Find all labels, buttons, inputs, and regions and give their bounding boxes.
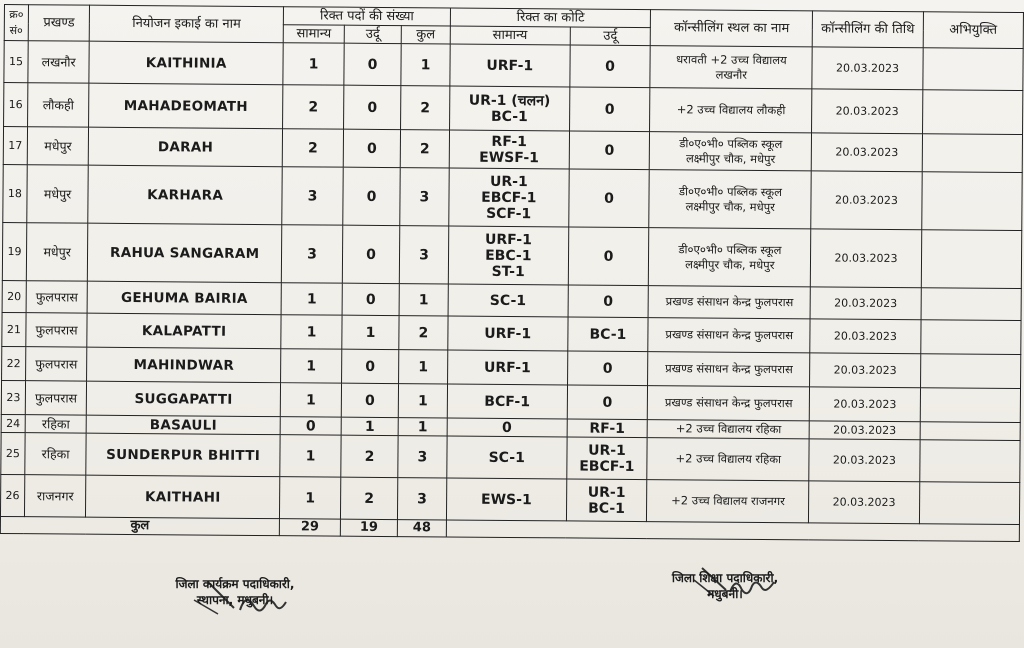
row-category-urdu: [566, 437, 647, 480]
row-general-count: 0: [280, 417, 341, 435]
row-sl: 18: [3, 164, 27, 222]
row-sl: 20: [2, 280, 26, 312]
row-total-count: 2: [400, 86, 449, 130]
row-category-urdu: [568, 169, 649, 228]
row-total-count: 1: [401, 44, 450, 86]
row-block: मधेपुर: [26, 223, 88, 281]
row-unit-name: KARHARA: [88, 165, 282, 225]
row-remarks: [919, 482, 1020, 525]
row-block: मधेपुर: [27, 127, 89, 165]
row-category-urdu-line: 0: [604, 101, 615, 118]
row-category-urdu-line: 0: [605, 58, 615, 75]
row-general-count: 1: [280, 349, 341, 383]
row-urdu-count: 2: [341, 435, 398, 477]
row-venue: [647, 438, 809, 481]
row-unit-name: KALAPATTI: [87, 313, 281, 349]
row-unit-name: RAHUA SANGARAM: [88, 223, 282, 283]
row-total-count: 1: [398, 418, 447, 436]
row-sl: 25: [1, 432, 25, 474]
row-remarks: [920, 354, 1021, 389]
row-category-general-line: EBCF-1: [481, 189, 537, 206]
row-category-general: [450, 86, 570, 131]
row-category-urdu-line: 0: [603, 293, 614, 310]
row-unit-name: MAHADEOMATH: [89, 83, 283, 129]
header-category: रिक्त का कोटि: [450, 8, 651, 28]
row-category-urdu-line: BC-1: [589, 326, 627, 343]
row-general-count: 2: [282, 129, 344, 167]
row-category-urdu: [567, 385, 648, 420]
row-venue: [650, 132, 812, 171]
row-block: रहिका: [25, 415, 87, 433]
row-venue: [647, 480, 809, 523]
header-unit: नियोजन इकाई का नाम: [90, 5, 284, 43]
row-category-urdu-line: RF-1: [589, 420, 625, 437]
signature-right-line-1: जिला शिक्षा पदाधिकारी,: [671, 571, 779, 585]
row-block: मधेपुर: [27, 165, 89, 223]
row-urdu-count: 0: [344, 85, 401, 129]
row-remarks: [920, 388, 1021, 423]
row-category-general-line: URF-1: [486, 57, 534, 74]
row-date: 20.03.2023: [812, 89, 923, 134]
table-row: [4, 83, 1023, 135]
row-category-urdu: [568, 227, 649, 286]
row-remarks: [923, 48, 1024, 91]
row-category-general-line: UR-1: [489, 173, 528, 190]
row-category-general: [448, 316, 568, 351]
row-date: 20.03.2023: [809, 439, 920, 482]
row-venue: [649, 228, 811, 287]
row-category-general: [449, 130, 569, 169]
row-category-general-line: BC-1: [490, 108, 528, 125]
row-category-general-line: SC-1: [489, 292, 527, 309]
row-urdu-count: 1: [342, 315, 399, 349]
row-venue-line: +2 उच्च विद्यालय रहिका: [675, 451, 782, 467]
row-sl: 17: [3, 127, 27, 165]
row-category-general-line: URF-1: [483, 359, 531, 376]
row-category-urdu: [567, 419, 648, 438]
row-total-count: 1: [398, 350, 447, 384]
row-venue-line: लक्ष्मीपुर चौक, मधेपुर: [685, 150, 776, 166]
row-venue-line: धरावती +2 उच्च विद्यालय: [676, 51, 787, 67]
row-category-general: [449, 168, 569, 227]
row-date: 20.03.2023: [809, 481, 920, 524]
row-unit-name: SUGGAPATTI: [87, 381, 281, 417]
row-category-urdu-line: 0: [602, 394, 613, 411]
row-general-count: 1: [279, 477, 341, 519]
row-venue-line: +2 उच्च विद्यालय राजनगर: [671, 493, 785, 509]
row-venue-line: प्रखण्ड संसाधन केन्द्र फुलपरास: [664, 395, 793, 411]
row-category-general-line: URF-1: [484, 325, 532, 342]
row-sl: 24: [1, 414, 25, 432]
row-venue: [648, 318, 810, 353]
row-sl: 21: [2, 312, 26, 346]
row-block: राजनगर: [24, 475, 86, 517]
row-category-urdu: [569, 131, 650, 170]
row-general-count: 1: [280, 383, 341, 417]
row-general-count: 1: [283, 43, 345, 85]
row-date: 20.03.2023: [810, 387, 921, 422]
row-venue-line: प्रखण्ड संसाधन केन्द्र फुलपरास: [665, 294, 794, 310]
row-category-general-line: SCF-1: [486, 205, 532, 222]
row-total-count: 3: [399, 226, 449, 284]
totals-label: कुल: [0, 516, 279, 535]
row-sl: 15: [4, 41, 28, 83]
row-category-general: [450, 44, 570, 87]
row-venue: [648, 386, 810, 421]
row-category-general-line: BCF-1: [484, 393, 531, 410]
row-sl: 26: [0, 474, 24, 516]
row-total-count: 1: [399, 284, 448, 316]
row-category-urdu: [567, 317, 648, 352]
row-urdu-count: 2: [341, 477, 398, 519]
totals-total: 48: [397, 520, 446, 537]
table-body: [0, 41, 1023, 525]
row-venue-line: डी०ए०भी० पब्लिक स्कूल: [678, 183, 782, 199]
row-date: 20.03.2023: [811, 229, 922, 288]
row-category-general: [448, 350, 568, 385]
row-venue-line: डी०ए०भी० पब्लिक स्कूल: [678, 241, 782, 257]
header-venue: कॉन्सीलिंग स्थल का नाम: [651, 10, 813, 47]
row-category-urdu-line: UR-1: [588, 442, 626, 459]
row-urdu-count: 0: [343, 167, 400, 225]
header-sl: क्र० सं०: [4, 5, 28, 41]
row-general-count: 1: [280, 435, 342, 477]
row-category-urdu-line: 0: [603, 248, 614, 265]
row-block: फुलपरास: [26, 281, 88, 313]
row-unit-name: MAHINDWAR: [87, 347, 281, 383]
header-cat-general: सामान्य: [450, 26, 570, 45]
row-category-general-line: ST-1: [491, 263, 525, 280]
row-date: 20.03.2023: [812, 47, 923, 90]
row-unit-name: KAITHINIA: [89, 41, 283, 85]
row-sl: 19: [2, 222, 26, 280]
row-category-general: [448, 226, 568, 285]
header-date: कॉन्सीलिंग की तिथि: [812, 11, 923, 48]
row-venue-line: लक्ष्मीपुर चौक, मधेपुर: [685, 256, 775, 272]
row-venue-line: प्रखण्ड संसाधन केन्द्र फुलपरास: [665, 327, 794, 343]
row-venue: [648, 286, 810, 319]
row-venue-line: +2 उच्च विद्यालय लौकही: [676, 102, 786, 118]
row-date: 20.03.2023: [810, 287, 921, 320]
totals-general: 29: [279, 519, 340, 536]
totals-empty: [446, 520, 1019, 541]
row-remarks: [921, 172, 1022, 231]
row-total-count: 3: [397, 478, 446, 520]
row-date: 20.03.2023: [809, 421, 920, 440]
row-category-urdu-line: UR-1: [587, 484, 626, 501]
header-cat-urdu: उर्दू: [570, 27, 651, 46]
header-block: प्रखण्ड: [28, 5, 90, 41]
row-remarks: [919, 440, 1020, 483]
row-category-urdu: [569, 45, 650, 88]
row-venue: [648, 420, 810, 439]
vacancy-table: [0, 4, 1024, 542]
row-category-general: [447, 418, 567, 437]
row-category-urdu-line: EBCF-1: [579, 458, 635, 475]
row-category-urdu-line: 0: [602, 360, 613, 377]
row-remarks: [920, 422, 1020, 441]
row-remarks: [921, 288, 1022, 321]
row-unit-name: GEHUMA BAIRIA: [87, 281, 281, 315]
row-urdu-count: 0: [342, 283, 399, 315]
row-block: फुलपरास: [25, 381, 87, 415]
signature-right-line-2: मधुबनी।: [707, 587, 743, 601]
row-unit-name: SUNDERPUR BHITTI: [86, 433, 280, 477]
row-block: लखनौर: [28, 41, 90, 83]
row-unit-name: KAITHAHI: [86, 475, 280, 519]
row-category-general: [447, 384, 567, 419]
row-venue: [650, 46, 812, 89]
row-block: फुलपरास: [25, 347, 87, 381]
row-category-urdu: [568, 285, 649, 318]
row-category-general-line: EWSF-1: [479, 149, 540, 166]
row-total-count: 3: [400, 168, 450, 226]
row-category-general-line: SC-1: [488, 449, 525, 466]
row-total-count: 2: [400, 130, 449, 168]
header-vacant-count: रिक्त पदों की संख्या: [283, 7, 450, 26]
header-general: सामान्य: [283, 25, 344, 43]
row-urdu-count: 1: [341, 417, 398, 435]
row-sl: 16: [4, 83, 28, 127]
row-total-count: 3: [398, 436, 447, 478]
row-category-general-line: RF-1: [491, 133, 527, 150]
row-remarks: [921, 230, 1022, 289]
row-venue-line: डी०ए०भी० पब्लिक स्कूल: [679, 135, 783, 151]
table-row: [2, 222, 1021, 288]
row-venue: [648, 352, 810, 387]
table-row: [3, 164, 1022, 230]
header-remarks: अभियुक्ति: [923, 12, 1024, 49]
row-date: 20.03.2023: [810, 353, 921, 388]
row-sl: 22: [2, 346, 26, 380]
row-remarks: [922, 134, 1023, 173]
row-general-count: 1: [281, 283, 342, 315]
row-venue-line: +2 उच्च विद्यालय रहिका: [675, 421, 782, 437]
signature-left-line-2: स्थापना, मधुबनी।: [196, 593, 274, 607]
row-urdu-count: 0: [342, 349, 399, 383]
row-venue: [649, 170, 811, 229]
row-general-count: 3: [281, 225, 343, 283]
row-venue: [650, 88, 812, 133]
row-unit-name: DARAH: [89, 127, 283, 167]
row-general-count: 3: [282, 167, 344, 225]
row-category-urdu-line: 0: [604, 142, 615, 159]
signature-right: [660, 570, 790, 602]
row-block: फुलपरास: [26, 313, 88, 347]
header-total: कुल: [401, 26, 450, 44]
row-category-general: [448, 284, 568, 317]
row-category-general: [446, 478, 566, 521]
signature-left: [160, 576, 310, 608]
row-category-urdu-line: BC-1: [588, 500, 626, 517]
row-general-count: 1: [281, 315, 342, 349]
row-category-general-line: URF-1: [484, 231, 532, 248]
signature-left-line-1: जिला कार्यक्रम पदाधिकारी,: [175, 577, 295, 591]
row-category-general-line: EWS-1: [481, 491, 532, 508]
row-remarks: [922, 90, 1023, 135]
row-urdu-count: 0: [341, 383, 398, 417]
header-urdu: उर्दू: [344, 25, 401, 43]
row-date: 20.03.2023: [811, 171, 922, 230]
row-total-count: 2: [399, 316, 448, 350]
row-block: रहिका: [25, 433, 87, 475]
row-general-count: 2: [282, 85, 344, 129]
row-urdu-count: 0: [342, 225, 399, 283]
row-unit-name: BASAULI: [87, 415, 281, 435]
row-venue-line: लखनौर: [715, 67, 748, 82]
row-category-urdu: [567, 351, 648, 386]
row-category-urdu: [566, 479, 647, 522]
row-total-count: 1: [398, 384, 447, 418]
totals-urdu: 19: [341, 519, 398, 536]
row-remarks: [920, 320, 1021, 355]
row-category-general: [447, 436, 567, 479]
row-category-general-line: UR-1 (चलन): [468, 92, 551, 109]
row-category-general-line: EBC-1: [485, 247, 532, 264]
row-urdu-count: 0: [344, 43, 401, 85]
row-date: 20.03.2023: [810, 319, 921, 354]
row-urdu-count: 0: [343, 129, 400, 167]
row-category-urdu-line: 0: [604, 190, 614, 207]
row-venue-line: प्रखण्ड संसाधन केन्द्र फुलपरास: [665, 361, 793, 377]
row-category-general-line: 0: [502, 419, 512, 436]
row-category-urdu: [569, 87, 650, 132]
row-date: 20.03.2023: [811, 133, 922, 172]
row-venue-line: लक्ष्मीपुर चौक, मधेपुर: [685, 198, 775, 214]
row-sl: 23: [1, 380, 25, 414]
row-block: लौकही: [27, 83, 89, 127]
